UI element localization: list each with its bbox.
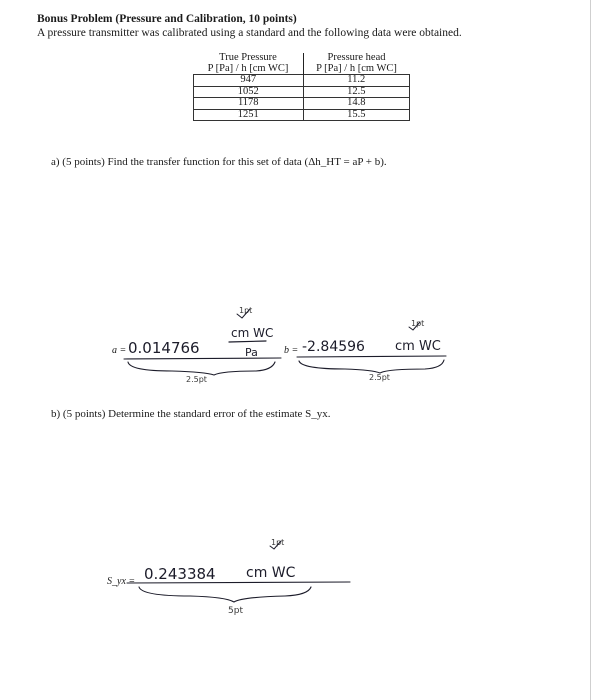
col2-header-line2: P [Pa] / h [cm WC] [316,62,397,74]
true-pressure-cell: 947 [194,75,304,87]
syx-check-mark [270,541,281,549]
true-pressure-cell: 1052 [194,86,304,98]
b-underline [297,356,446,357]
a-underline [124,358,281,359]
a-fraction-bar [229,341,266,342]
a-brace [128,362,275,375]
a-check-mark [237,309,250,318]
b-unit: cm WC [395,339,441,354]
problem-intro: A pressure transmitter was calibrated using a standard and the following data were obtained. [37,27,462,39]
col1-header-line2: P [Pa] / h [cm WC] [194,64,304,75]
pressure-head-cell: 15.5 [303,109,410,121]
syx-label: S_yx = [107,576,136,587]
b-mark-bottom: 2.5pt [369,373,390,382]
syx-value: 0.243384 [144,565,216,583]
syx-unit: cm WC [246,565,296,581]
pressure-head-cell: 14.8 [303,98,410,110]
b-mark-top: 1pt [411,319,425,328]
syx-mark-bottom: 5pt [228,606,243,616]
syx-brace [139,587,311,602]
b-value: -2.84596 [302,339,365,355]
syx-underline [127,582,350,583]
col1-header-line1: True Pressure [194,53,304,64]
a-label: a = [112,345,127,356]
a-unit-numerator: cm WC [231,326,274,340]
b-brace [299,360,444,373]
part-b-prompt: b) (5 points) Determine the standard error of the estimate S_yx. [51,408,331,420]
a-unit-denominator: Pa [245,346,258,359]
syx-mark-top: 1pt [271,538,285,547]
b-label: b = [284,345,299,356]
problem-title: Bonus Problem (Pressure and Calibration, 10 points) [37,13,297,25]
a-mark-bottom: 2.5pt [186,375,207,384]
part-a-prompt: a) (5 points) Find the transfer function for this set of data (Δh_HT = aP + b). [51,156,387,168]
pressure-head-cell: 11.2 [303,75,410,87]
true-pressure-cell: 1251 [194,109,304,121]
a-mark-top: 1pt [239,306,253,315]
true-pressure-cell: 1178 [194,98,304,110]
pressure-head-cell: 12.5 [303,86,410,98]
col2-header-line1: Pressure head [327,52,386,63]
a-value: 0.014766 [128,339,200,357]
b-check-mark [409,322,420,330]
